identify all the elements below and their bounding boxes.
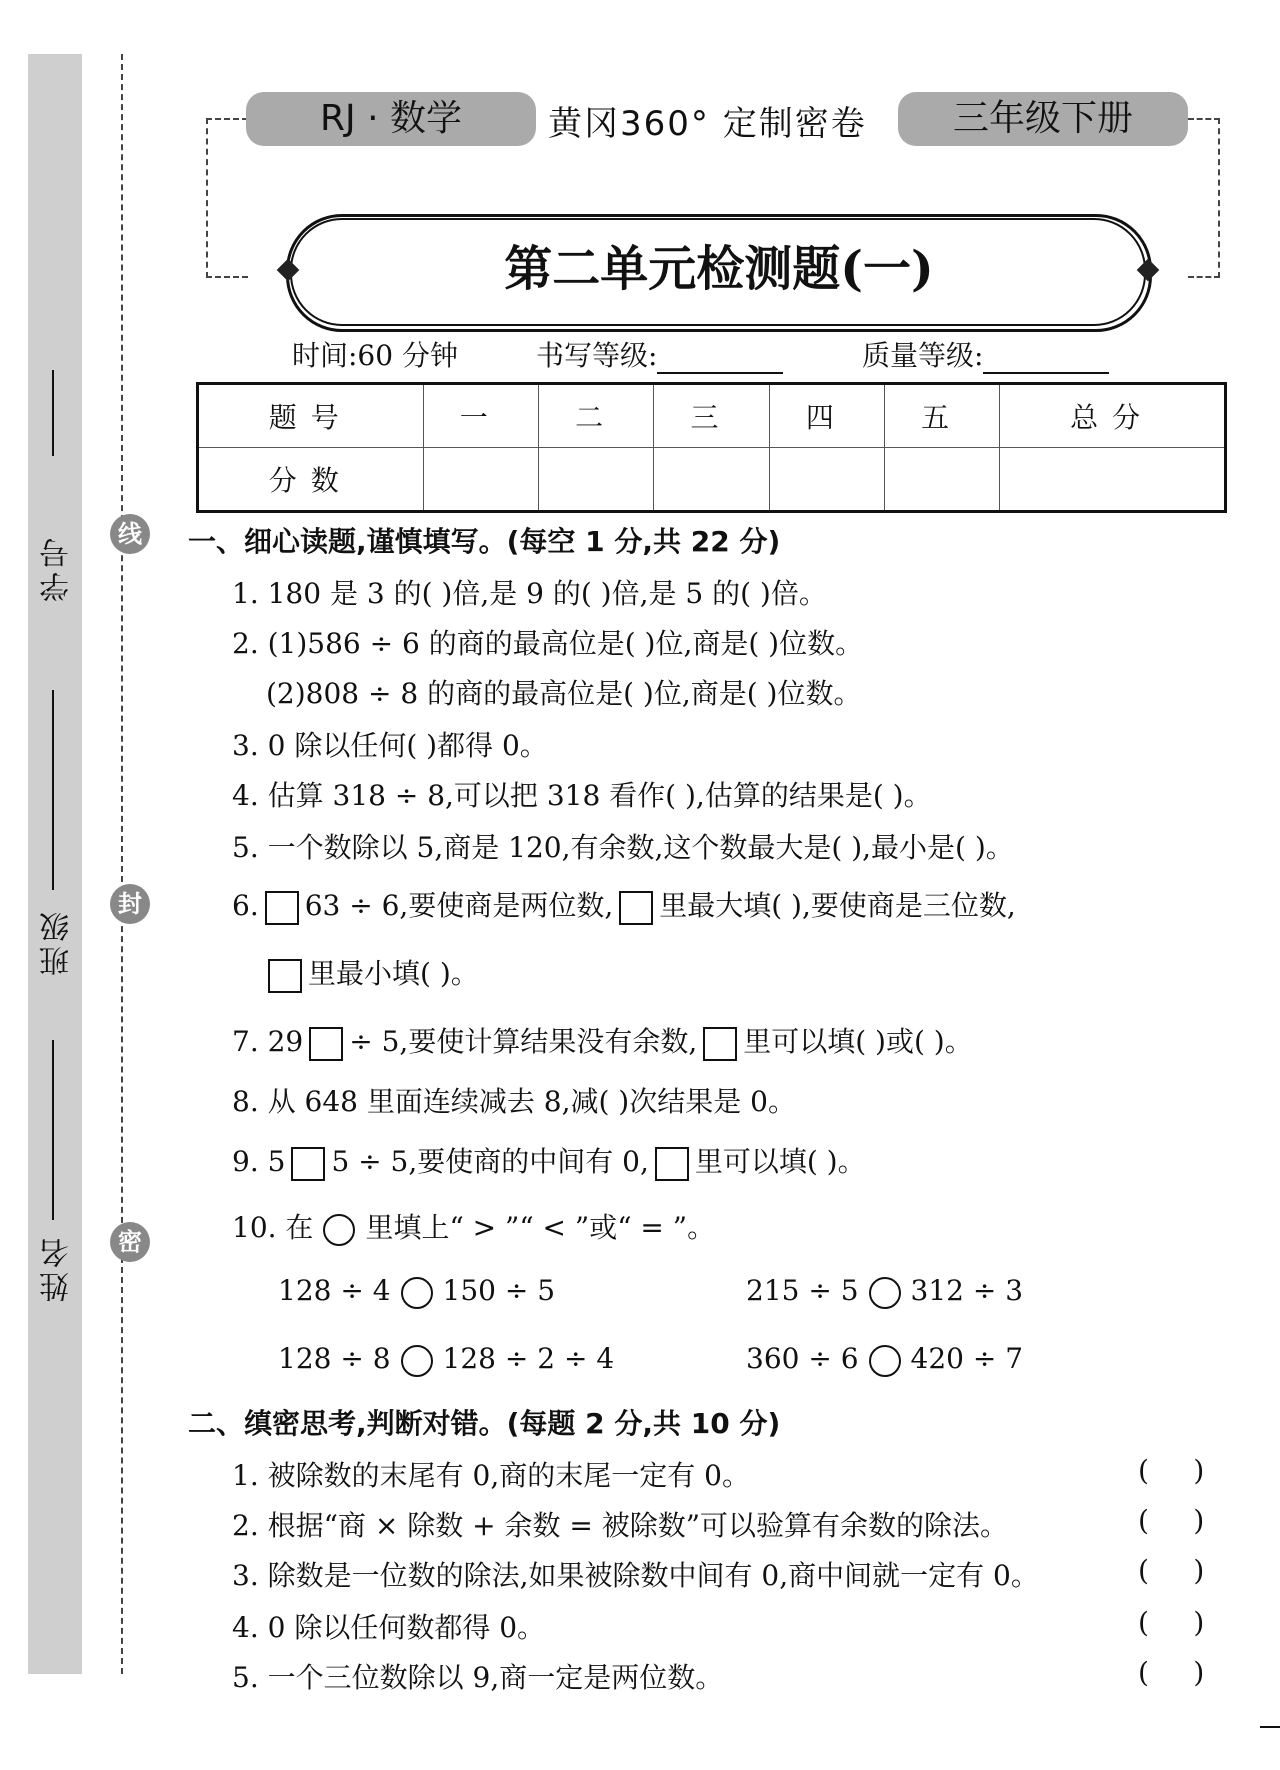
name-label: 姓名: [40, 1234, 75, 1302]
question-1-10: [232, 1206, 715, 1246]
cut-line: [121, 54, 123, 1674]
compare-circle[interactable]: [401, 1277, 433, 1309]
class-line: [52, 690, 54, 890]
header-bracket-left: [206, 118, 248, 278]
compare-right: 420 ÷ 7: [910, 1342, 1024, 1375]
judge-answer-1[interactable]: ( ): [1138, 1454, 1205, 1487]
judge-answer-5[interactable]: ( ): [1138, 1656, 1205, 1689]
score-cell-2[interactable]: [538, 448, 653, 512]
compare-left: 128 ÷ 8: [278, 1342, 391, 1375]
compare-item-2: [746, 1274, 1023, 1309]
question-1-2a: 2. (1)586 ÷ 6 的商的最高位是( )位,商是( )位数。: [232, 627, 864, 660]
row-label-question-number: 题号: [198, 384, 424, 448]
q9-text-1: 5 ÷ 5,要使商的中间有 0,: [331, 1145, 649, 1178]
writing-grade-label: 书写等级:: [536, 339, 658, 372]
time-label: 时间:60 分钟: [292, 339, 458, 372]
compare-right: 312 ÷ 3: [910, 1274, 1024, 1307]
score-table: [196, 382, 1227, 513]
seal-line-mark: 线: [110, 514, 150, 554]
score-cell-3[interactable]: [654, 448, 769, 512]
col-header-3: 三: [654, 384, 769, 448]
compare-right: 150 ÷ 5: [442, 1274, 556, 1307]
score-value-row: [198, 448, 1226, 512]
quality-grade: [862, 334, 1109, 374]
section1-heading: 一、细心读题,谨慎填写。(每空 1 分,共 22 分): [188, 525, 781, 558]
question-1-8: 8. 从 648 里面连续减去 8,减( )次结果是 0。: [232, 1085, 796, 1118]
q6-text-3: 里最小填( )。: [308, 957, 479, 990]
digit-box[interactable]: [265, 891, 299, 925]
brand-title: 黄冈360° 定制密卷: [548, 104, 867, 144]
question-1-4: 4. 估算 318 ÷ 8,可以把 318 看作( ),估算的结果是( )。: [232, 779, 932, 812]
writing-grade-blank[interactable]: [657, 348, 783, 374]
digit-box-ref: [619, 891, 653, 925]
col-header-2: 二: [538, 384, 653, 448]
q7-text-2: 里可以填( )或( )。: [743, 1025, 973, 1058]
question-1-6-line2: [268, 952, 479, 993]
judge-answer-2[interactable]: ( ): [1138, 1504, 1205, 1537]
compare-circle[interactable]: [869, 1345, 901, 1377]
col-header-4: 四: [769, 384, 884, 448]
q10-number: 10. 在: [232, 1211, 314, 1244]
seal-seal-mark: 封: [110, 884, 150, 924]
subject-pill: RJ · 数学: [246, 92, 536, 146]
q9-number: 9. 5: [232, 1145, 286, 1178]
q6-number: 6.: [232, 889, 259, 922]
name-line: [52, 1040, 54, 1220]
q7-text-1: ÷ 5,要使计算结果没有余数,: [349, 1025, 698, 1058]
score-cell-5[interactable]: [885, 448, 1000, 512]
question-1-6: [232, 884, 1016, 925]
judge-answer-3[interactable]: ( ): [1138, 1554, 1205, 1587]
score-header-row: [198, 384, 1226, 448]
digit-box-ref: [268, 959, 302, 993]
grade-pill: 三年级下册: [898, 92, 1188, 146]
quality-grade-label: 质量等级:: [862, 339, 984, 372]
question-1-3: 3. 0 除以任何( )都得 0。: [232, 729, 548, 762]
q6-text-2: 里最大填( ),要使商是三位数,: [659, 889, 1016, 922]
score-cell-4[interactable]: [769, 448, 884, 512]
score-cell-1[interactable]: [423, 448, 538, 512]
q7-number: 7. 29: [232, 1025, 304, 1058]
q9-text-2: 里可以填( )。: [694, 1145, 866, 1178]
writing-grade: [536, 334, 783, 374]
q10-text: 里填上“ > ”“ < ”或“ = ”。: [365, 1211, 716, 1244]
compare-circle[interactable]: [869, 1277, 901, 1309]
row-label-score: 分数: [198, 448, 424, 512]
question-1-1: 1. 180 是 3 的( )倍,是 9 的( )倍,是 5 的( )倍。: [232, 577, 827, 610]
col-header-5: 五: [885, 384, 1000, 448]
compare-item-4: [746, 1342, 1023, 1377]
page-edge-mark: [1260, 1726, 1280, 1728]
judge-item-1: 1. 被除数的末尾有 0,商的末尾一定有 0。: [232, 1459, 750, 1492]
seal-secret-mark: 密: [110, 1222, 150, 1262]
compare-item-3: [278, 1342, 614, 1377]
judge-item-3: 3. 除数是一位数的除法,如果被除数中间有 0,商中间就一定有 0。: [232, 1559, 1039, 1592]
judge-item-5: 5. 一个三位数除以 9,商一定是两位数。: [232, 1661, 724, 1694]
question-1-5: 5. 一个数除以 5,商是 120,有余数,这个数最大是( ),最小是( )。: [232, 831, 1014, 864]
col-header-1: 一: [423, 384, 538, 448]
page-title: 第二单元检测题(一): [504, 241, 934, 297]
class-label: 班级: [40, 908, 75, 976]
compare-left: 360 ÷ 6: [746, 1342, 859, 1375]
col-header-total: 总分: [1000, 384, 1226, 448]
compare-circle[interactable]: [401, 1345, 433, 1377]
compare-item-1: [278, 1274, 555, 1309]
circle-blank-ref: [323, 1214, 355, 1246]
judge-item-2: 2. 根据“商 × 除数 + 余数 = 被除数”可以验算有余数的除法。: [232, 1509, 1009, 1542]
q6-text-1: 63 ÷ 6,要使商是两位数,: [304, 889, 614, 922]
digit-box[interactable]: [291, 1147, 325, 1181]
digit-box-ref: [655, 1147, 689, 1181]
question-1-2b: (2)808 ÷ 8 的商的最高位是( )位,商是( )位数。: [266, 677, 862, 710]
header-bracket-right: [1188, 118, 1220, 278]
question-1-7: [232, 1020, 973, 1061]
compare-right: 128 ÷ 2 ÷ 4: [442, 1342, 615, 1375]
compare-left: 215 ÷ 5: [746, 1274, 859, 1307]
question-1-9: [232, 1140, 866, 1181]
student-id-line: [52, 370, 54, 456]
compare-left: 128 ÷ 4: [278, 1274, 391, 1307]
digit-box[interactable]: [309, 1027, 343, 1061]
student-id-label: 学号: [40, 534, 75, 602]
judge-item-4: 4. 0 除以任何数都得 0。: [232, 1611, 546, 1644]
score-cell-total[interactable]: [1000, 448, 1226, 512]
judge-answer-4[interactable]: ( ): [1138, 1606, 1205, 1639]
digit-box-ref: [703, 1027, 737, 1061]
quality-grade-blank[interactable]: [983, 348, 1109, 374]
section2-heading: 二、缜密思考,判断对错。(每题 2 分,共 10 分): [188, 1407, 781, 1440]
binding-strip: [28, 54, 82, 1674]
